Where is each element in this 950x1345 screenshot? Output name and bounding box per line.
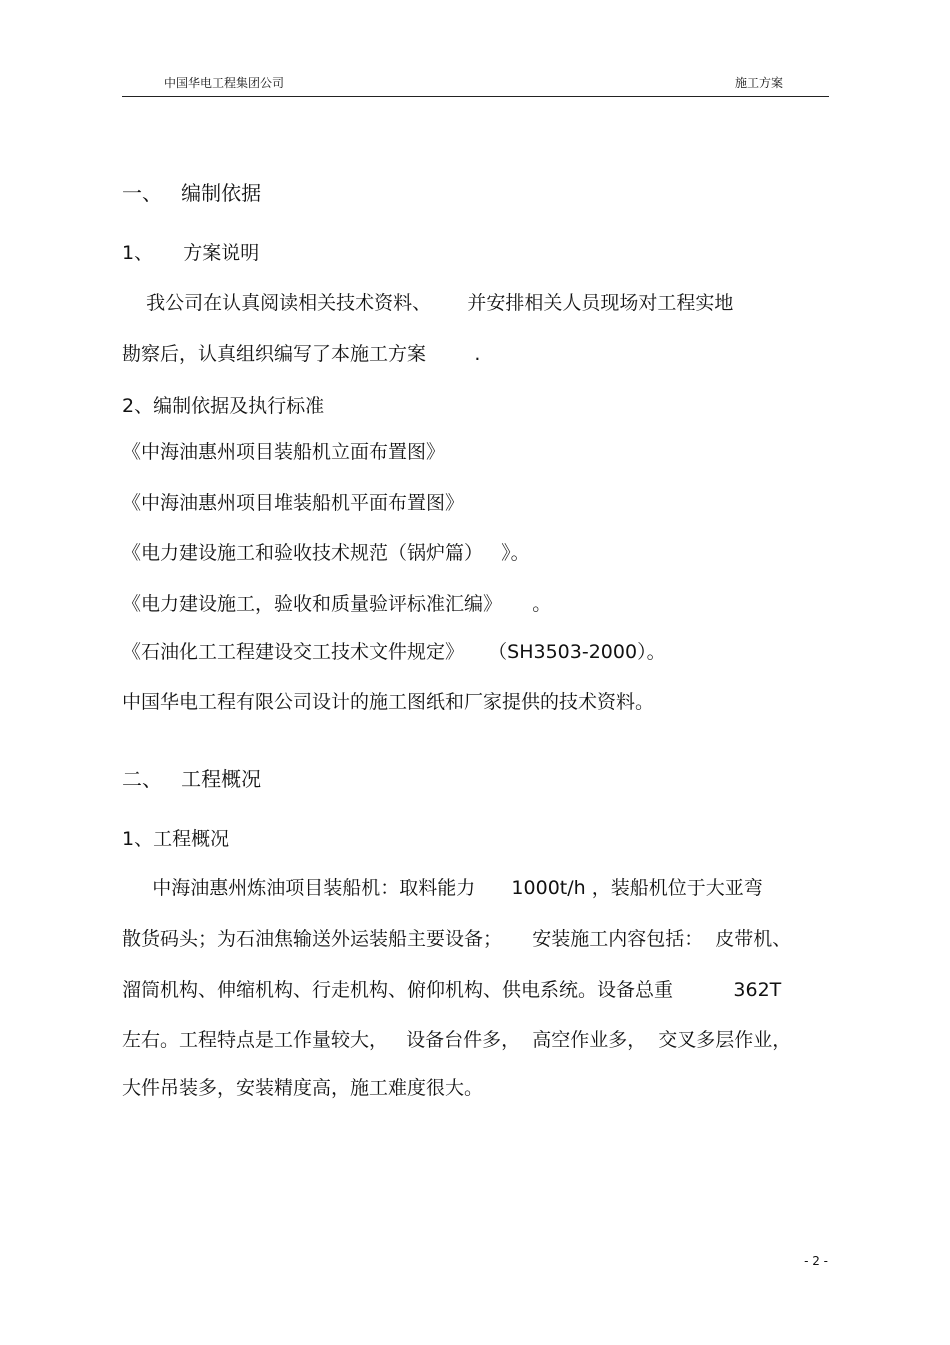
reference-item: 中国华电工程有限公司设计的施工图纸和厂家提供的技术资料。 [122, 691, 655, 713]
section-heading-1: 一、 编制依据 [122, 181, 262, 205]
paragraph-line: 散货码头；为石油焦输送外运装船主要设备； 安装施工内容包括： 皮带机、 [122, 928, 792, 950]
header-doc-type: 施工方案 [734, 76, 783, 90]
paragraph-line: 中海油惠州炼油项目装船机：取料能力 1000t/h ，装船机位于大亚弯 [122, 877, 763, 899]
page-header [122, 68, 829, 97]
reference-item: 《中海油惠州项目装船机立面布置图》 [122, 441, 446, 463]
page-number: - 2 - [804, 1254, 828, 1268]
subsection-heading-2-1: 1、工程概况 [122, 828, 230, 850]
reference-item: 《电力建设施工和验收技术规范（锅炉篇） 》。 [122, 542, 530, 564]
reference-item: 《石油化工工程建设交工技术文件规定》 （SH3503-2000）。 [122, 641, 666, 663]
paragraph-line: 溜筒机构、伸缩机构、行走机构、俯仰机构、供电系统。设备总重 362T [122, 979, 782, 1001]
paragraph-line: 我公司在认真阅读相关技术资料、 并安排相关人员现场对工程实地 [122, 292, 734, 314]
header-company: 中国华电工程集团公司 [164, 76, 285, 90]
section-heading-2: 二、 工程概况 [122, 767, 262, 791]
paragraph-line: 大件吊装多，安装精度高，施工难度很大。 [122, 1077, 484, 1099]
subsection-heading-1-1: 1、 方案说明 [122, 242, 260, 264]
paragraph-line: 左右。工程特点是工作量较大， 设备台件多， 高空作业多， 交叉多层作业， [122, 1029, 792, 1051]
reference-item: 《中海油惠州项目堆装船机平面布置图》 [122, 492, 465, 514]
subsection-heading-1-2: 2、编制依据及执行标准 [122, 395, 325, 417]
paragraph-line: 勘察后，认真组织编写了本施工方案 . [122, 343, 481, 365]
reference-item: 《电力建设施工，验收和质量验评标准汇编》 。 [122, 593, 552, 615]
